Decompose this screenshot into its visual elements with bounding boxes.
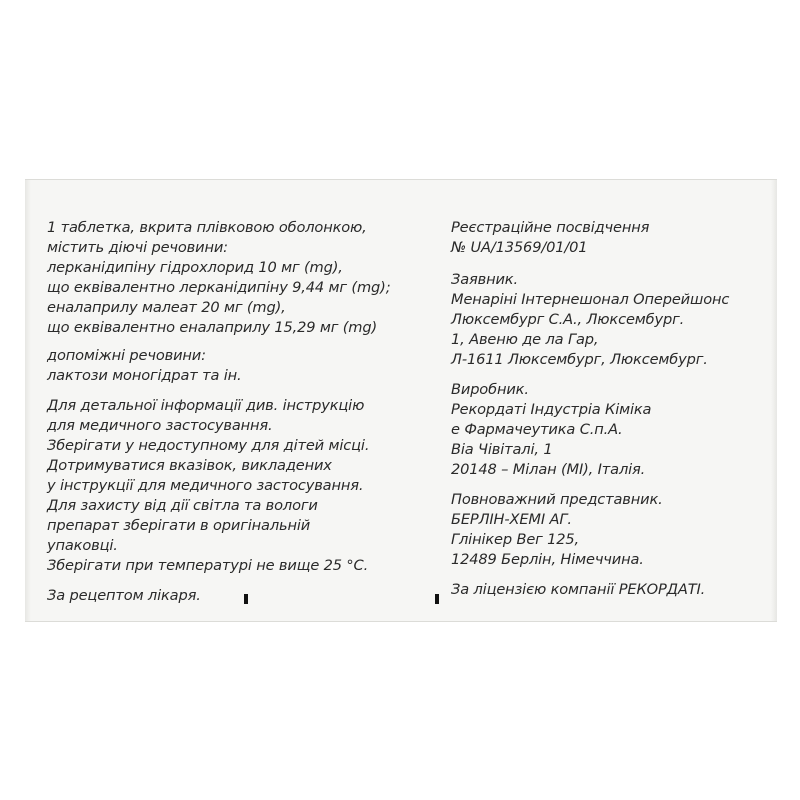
applicant-line: Люксембург С.А., Люксембург.: [451, 311, 685, 328]
license-note: За ліцензією компанії РЕКОРДАТІ.: [451, 581, 706, 598]
representative-line: Глінікер Вег 125,: [451, 531, 580, 548]
applicant-line: Л-1611 Люксембург, Люксембург.: [451, 351, 708, 368]
excipients-block: [47, 346, 417, 386]
applicant-line: 1, Авеню де ла Гар,: [451, 331, 599, 348]
representative-line: Повноважний представник.: [451, 491, 663, 508]
instructions-line: препарат зберігати в оригінальній: [47, 517, 311, 534]
registration-line: № UA/13569/01/01: [451, 239, 588, 256]
composition-line: лерканідипіну гідрохлорид 10 мг (mg),: [47, 259, 343, 276]
representative-block: [451, 490, 771, 570]
composition-line: що еквівалентно лерканідипіну 9,44 мг (mg);: [47, 279, 391, 296]
composition-line: що еквівалентно еналаприлу 15,29 мг (mg): [47, 319, 377, 336]
prescription-block: [47, 586, 417, 606]
composition-line: 1 таблетка, вкрита плівковою оболонкою,: [47, 219, 367, 236]
manufacturer-block: [451, 380, 771, 480]
excipients-line: лактози моногідрат та ін.: [47, 367, 242, 384]
instructions-line: Дотримуватися вказівок, викладених: [47, 457, 332, 474]
left-text-column: [47, 218, 417, 606]
manufacturer-line: е Фармачеутика С.п.А.: [451, 421, 623, 438]
registration-mark: [244, 594, 248, 604]
instructions-line: для медичного застосування.: [47, 417, 273, 434]
panel-left-edge: [25, 180, 31, 621]
registration-mark: [435, 594, 439, 604]
excipients-line: допоміжні речовини:: [47, 347, 206, 364]
instructions-line: у інструкції для медичного застосування.: [47, 477, 364, 494]
applicant-block: [451, 270, 771, 370]
right-text-column: [451, 218, 771, 600]
applicant-line: Заявник.: [451, 271, 518, 288]
composition-block: [47, 218, 417, 338]
license-block: [451, 580, 771, 600]
instructions-line: упаковці.: [47, 537, 118, 554]
instructions-block: [47, 396, 417, 576]
composition-line: містить діючі речовини:: [47, 239, 228, 256]
manufacturer-line: Рекордаті Індустріа Кіміка: [451, 401, 652, 418]
prescription-note: За рецептом лікаря.: [47, 587, 201, 604]
manufacturer-line: 20148 – Мілан (МІ), Італія.: [451, 461, 646, 478]
representative-line: 12489 Берлін, Німеччина.: [451, 551, 644, 568]
instructions-line: Для детальної інформації див. інструкцію: [47, 397, 365, 414]
instructions-line: Зберігати у недоступному для дітей місці.: [47, 437, 370, 454]
instructions-line: Зберігати при температурі не вище 25 °C.: [47, 557, 369, 574]
registration-line: Реєстраційне посвідчення: [451, 219, 650, 236]
manufacturer-line: Віа Чівіталі, 1: [451, 441, 553, 458]
registration-block: [451, 218, 771, 258]
applicant-line: Менаріні Інтернешонал Оперейшонс: [451, 291, 730, 308]
panel-right-edge: [771, 180, 777, 621]
manufacturer-line: Виробник.: [451, 381, 529, 398]
package-panel: [25, 179, 777, 622]
instructions-line: Для захисту від дії світла та вологи: [47, 497, 318, 514]
composition-line: еналаприлу малеат 20 мг (mg),: [47, 299, 286, 316]
representative-line: БЕРЛІН-ХЕМІ АГ.: [451, 511, 572, 528]
